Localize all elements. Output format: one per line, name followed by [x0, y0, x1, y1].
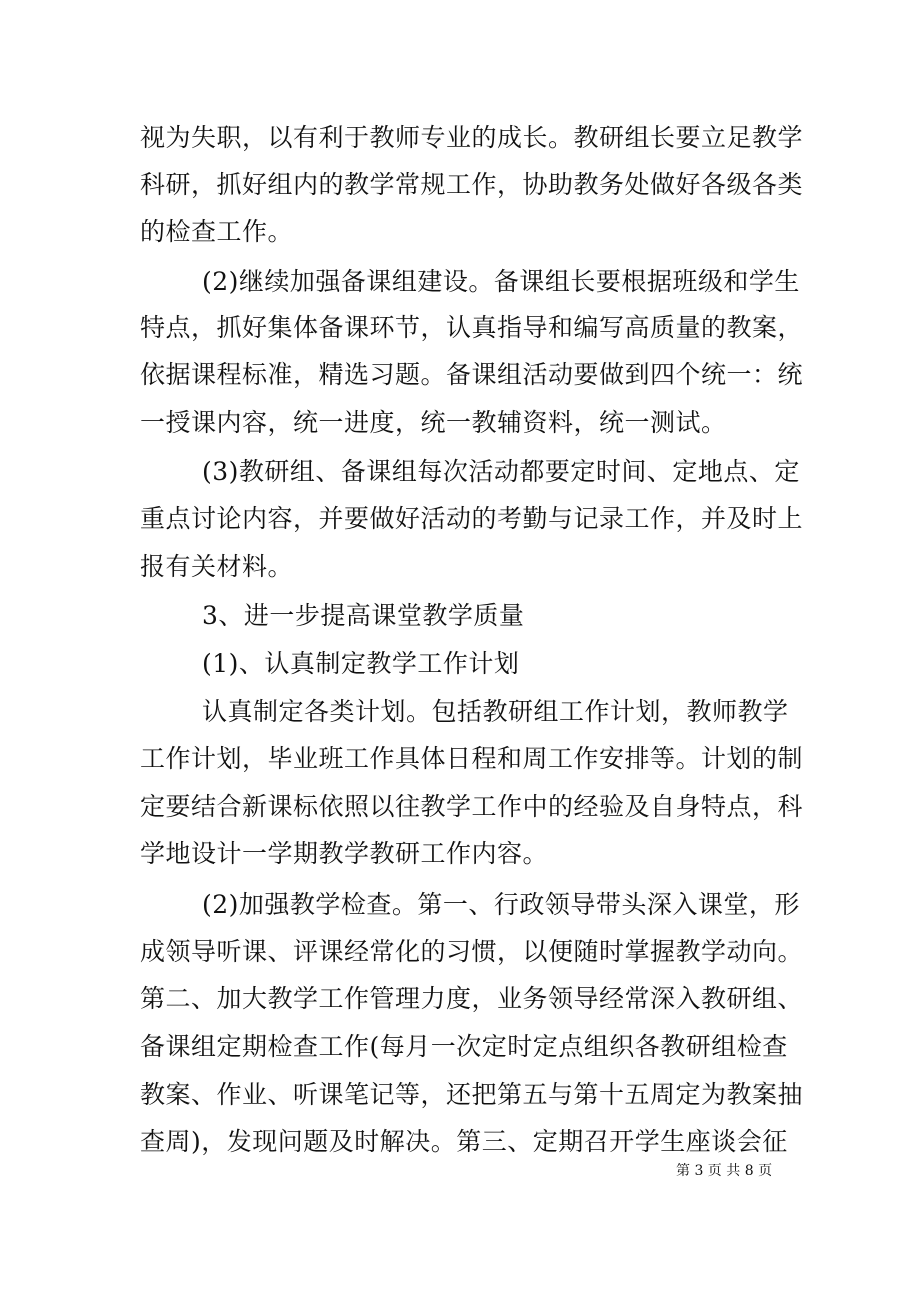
text-line: 视为失职，以有利于教师专业的成长。教研组长要立足教学 [140, 123, 804, 152]
text-line: (3)教研组、备课组每次活动都要定时间、定地点、定 [202, 457, 800, 486]
text-line: 报有关材料。 [140, 552, 294, 581]
text-line: 的检查工作。 [140, 217, 294, 246]
text-line: 认真制定各类计划。包括教研组工作计划，教师教学 [202, 697, 789, 726]
text-line: (2)加强教学检查。第一、行政领导带头深入课堂，形 [202, 890, 800, 919]
page-number-footer: 第 3 页 共 8 页 [676, 1163, 773, 1179]
text-line: 定要结合新课标依照以往教学工作中的经验及自身特点，科 [140, 792, 804, 821]
text-line: 重点讨论内容，并要做好活动的考勤与记录工作，并及时上 [140, 504, 804, 533]
text-line: 依据课程标准，精选习题。备课组活动要做到四个统一：统 [140, 360, 804, 389]
text-line: 第二、加大教学工作管理力度，业务领导经常深入教研组、 [140, 984, 804, 1013]
text-line: (2)继续加强备课组建设。备课组长要根据班级和学生 [202, 267, 800, 296]
text-line: 教案、作业、听课笔记等，还把第五与第十五周定为教案抽 [140, 1080, 804, 1109]
subsection-heading: (1)、认真制定教学工作计划 [202, 649, 520, 678]
text-line: 工作计划，毕业班工作具体日程和周工作安排等。计划的制 [140, 744, 804, 773]
text-line: 成领导听课、评课经常化的习惯，以便随时掌握教学动向。 [140, 937, 804, 966]
text-line: 学地设计一学期教学教研工作内容。 [140, 839, 549, 868]
text-line: 一授课内容，统一进度，统一教辅资料，统一测试。 [140, 408, 727, 437]
section-heading: 3、进一步提高课堂教学质量 [202, 601, 525, 630]
text-line: 备课组定期检查工作(每月一次定时定点组织各教研组检查 [140, 1032, 788, 1061]
text-line: 查周)，发现问题及时解决。第三、定期召开学生座谈会征 [140, 1127, 788, 1156]
text-line: 科研，抓好组内的教学常规工作，协助教务处做好各级各类 [140, 170, 804, 199]
text-line: 特点，抓好集体备课环节，认真指导和编写高质量的教案， [140, 313, 804, 342]
